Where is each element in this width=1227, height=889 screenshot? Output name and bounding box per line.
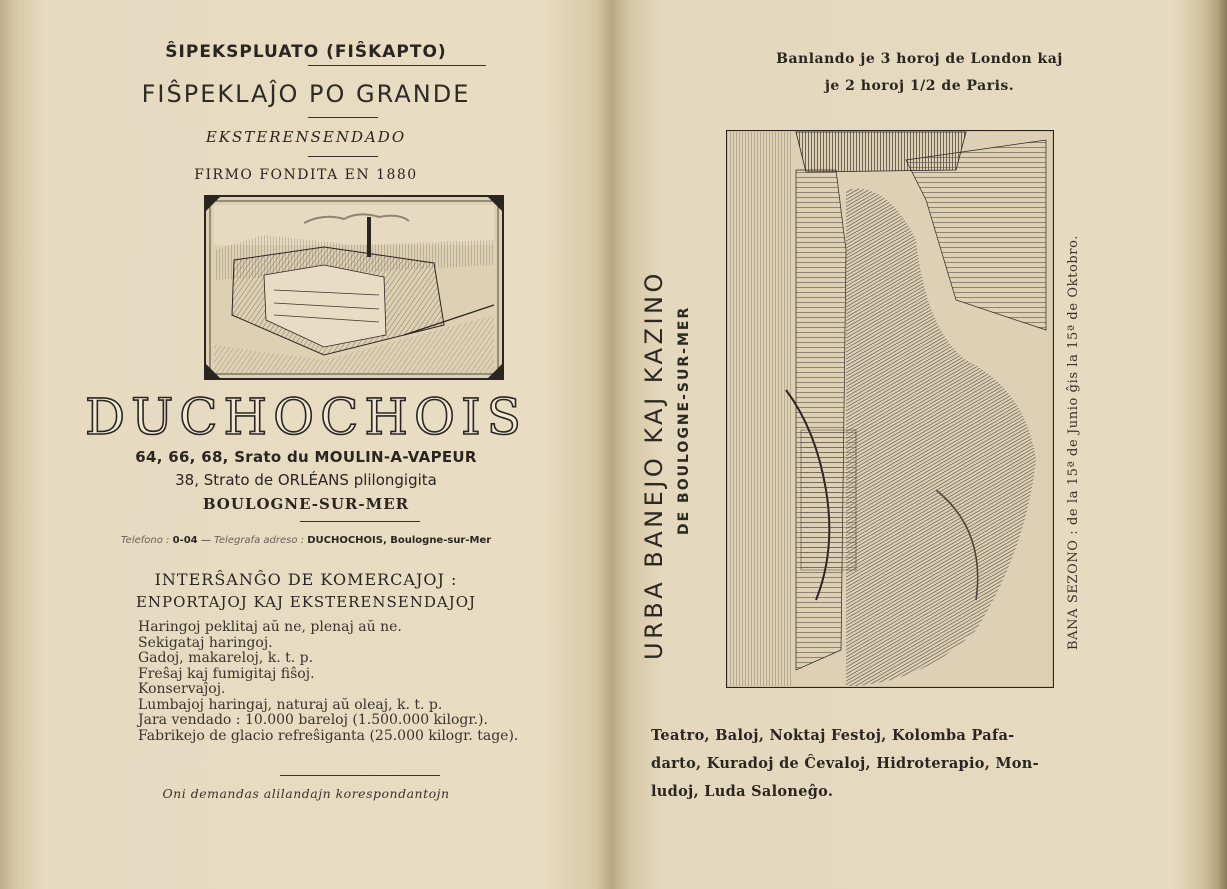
contact-separator: —	[200, 535, 211, 546]
address-line-2: 38, Strato de ORLÉANS plilongigita	[175, 471, 437, 489]
company-name: DUCHOCHOIS	[85, 388, 527, 446]
casino-engraving	[726, 130, 1054, 688]
trade-heading-1: INTERŜANĜO DE KOMERCAJOJ :	[154, 570, 458, 589]
subtitle-divider	[308, 156, 378, 157]
amenities-line: darto, Kuradoj de Ĉevaloj, Hidroterapio, Mon-	[651, 755, 1039, 772]
list-item: Konservaĵoj.	[138, 681, 226, 697]
address-line-1: 64, 66, 68, Srato du MOULIN-A-VAPEUR	[135, 448, 477, 466]
title-divider	[308, 117, 378, 118]
phone-label: Telefono :	[120, 535, 170, 546]
footer-line: Oni demandas alilandajn korespondantojn	[162, 786, 450, 801]
vertical-season: BANA SEZONO : de la 15ª de Junio ĝis la 15ª de Oktobro.	[1066, 234, 1081, 650]
contact-line	[0, 535, 612, 546]
footer-divider	[280, 775, 440, 776]
trade-heading-2: ENPORTAJOJ KAJ EKSTERENSENDAJOJ	[135, 593, 477, 611]
header-line-2: je 2 horoj 1/2 de Paris.	[824, 78, 1015, 94]
amenities-text	[651, 722, 1091, 806]
header-line-1: Banlando je 3 horoj de London kaj	[776, 51, 1063, 67]
vertical-title: URBA BANEJO KAJ KAZINO	[640, 270, 668, 660]
list-item: Jara vendado : 10.000 bareloj (1.500.000 kilogr.).	[138, 712, 488, 728]
city-divider	[300, 521, 420, 522]
list-item: Freŝaj kaj fumigitaj fiŝoj.	[138, 665, 315, 682]
city-line: BOULOGNE-SUR-MER	[202, 495, 410, 513]
brand-underline	[308, 65, 486, 66]
title-line: FIŜPEKLAĴO PO GRANDE	[141, 80, 471, 108]
list-item: Sekigataj haringoj.	[138, 634, 273, 651]
telegraph-label: Telegrafa adreso :	[214, 535, 305, 546]
brand-line: ŜIPEKSPLUATO (FIŜKAPTO)	[165, 42, 447, 62]
telegraph-value: DUCHOCHOIS, Boulogne-sur-Mer	[307, 535, 492, 546]
factory-engraving	[204, 195, 504, 380]
amenities-line: ludoj, Luda Saloneĝo.	[651, 783, 834, 800]
vertical-city: DE BOULOGNE-SUR-MER	[676, 305, 692, 535]
subtitle-line: EKSTERENSENDADO	[205, 128, 407, 146]
product-list	[138, 620, 518, 744]
list-item: Gadoj, makareloj, k. t. p.	[138, 650, 314, 666]
list-item: Fabrikejo de glacio refreŝiganta (25.000 kilogr. tage).	[138, 727, 519, 744]
list-item: Lumbajoj haringaj, naturaj aŭ oleaj, k. t. p.	[138, 696, 443, 713]
list-item: Haringoj peklitaj aŭ ne, plenaj aŭ ne.	[138, 619, 402, 635]
phone-value: 0-04	[172, 535, 198, 546]
founded-line: FIRMO FONDITA EN 1880	[194, 167, 418, 183]
left-page	[0, 0, 612, 889]
amenities-line: Teatro, Baloj, Noktaj Festoj, Kolomba Pafa-	[651, 727, 1015, 744]
